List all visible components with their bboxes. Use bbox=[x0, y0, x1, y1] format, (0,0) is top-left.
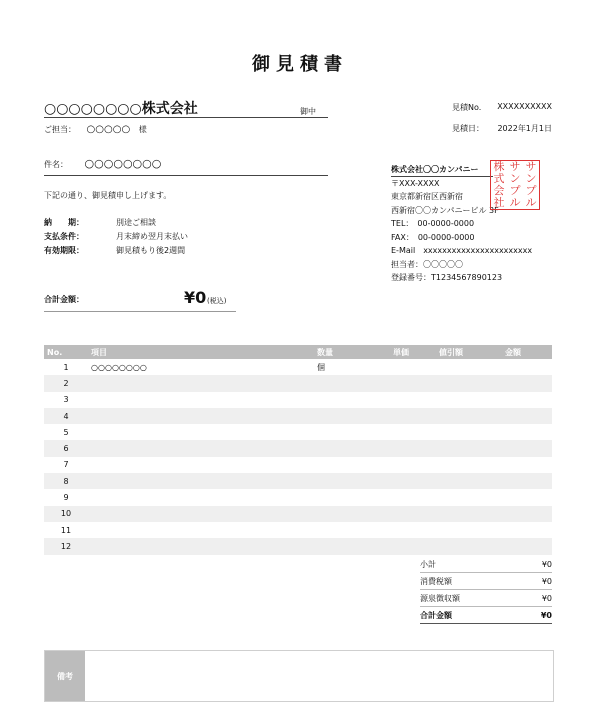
row-qty: 個 bbox=[317, 362, 325, 372]
quote-date-value: 2022年1月1日 bbox=[497, 124, 552, 133]
row-qty bbox=[314, 522, 390, 538]
row-unit-price bbox=[390, 359, 436, 375]
row-qty bbox=[314, 489, 390, 505]
table-row bbox=[44, 538, 552, 554]
row-unit-price bbox=[390, 408, 436, 424]
row-amount bbox=[502, 457, 552, 473]
items-table bbox=[44, 345, 552, 555]
table-row bbox=[44, 457, 552, 473]
row-amount bbox=[502, 408, 552, 424]
row-qty bbox=[314, 506, 390, 522]
contact-suffix: 様 bbox=[138, 125, 147, 134]
row-unit-price bbox=[390, 538, 436, 554]
honorific: 御中 bbox=[300, 107, 316, 116]
subject-line bbox=[44, 157, 161, 170]
total-value: ¥0 bbox=[184, 288, 207, 307]
table-row bbox=[44, 489, 552, 505]
contact-value: ○○○○○ bbox=[86, 124, 131, 135]
row-item: ○○○○○○○○ bbox=[91, 362, 147, 372]
issuer-underline bbox=[391, 176, 493, 177]
contact-line bbox=[44, 124, 147, 135]
issuer-address1: 東京都新宿区西新宿 bbox=[391, 192, 463, 201]
term-label: 支払条件： bbox=[44, 232, 84, 241]
term-label: 有効期限： bbox=[44, 246, 84, 255]
summary-row-total: 合計金額 ¥0 bbox=[420, 607, 552, 624]
term-value: 御見積もり後2週間 bbox=[116, 246, 186, 255]
row-item bbox=[88, 506, 314, 522]
row-discount bbox=[436, 375, 502, 391]
issuer-email: E-Mail xxxxxxxxxxxxxxxxxxxxxxx bbox=[391, 246, 533, 255]
contact-label: ご担当： bbox=[44, 125, 76, 134]
term-row bbox=[44, 216, 188, 230]
row-no: 1 bbox=[63, 362, 69, 372]
row-unit-price bbox=[390, 473, 436, 489]
issuer-tel: TEL： 00-0000-0000 bbox=[391, 219, 475, 228]
items-body bbox=[44, 359, 552, 555]
row-discount bbox=[436, 457, 502, 473]
row-discount bbox=[436, 522, 502, 538]
row-unit-price bbox=[390, 440, 436, 456]
summary-row-tax: 消費税額 ¥0 bbox=[420, 573, 552, 590]
col-no: No. bbox=[44, 345, 88, 359]
total-underline bbox=[44, 311, 236, 312]
row-discount bbox=[436, 392, 502, 408]
row-item bbox=[88, 489, 314, 505]
table-row bbox=[44, 506, 552, 522]
quote-no-value: XXXXXXXXXX bbox=[497, 102, 552, 111]
col-discount: 値引額 bbox=[436, 345, 502, 359]
row-no: 11 bbox=[60, 525, 72, 535]
row-unit-price bbox=[390, 506, 436, 522]
summary-row-subtotal: 小計 ¥0 bbox=[420, 556, 552, 573]
row-amount bbox=[502, 392, 552, 408]
row-no: 4 bbox=[44, 408, 88, 424]
row-item bbox=[88, 522, 314, 538]
row-no: 5 bbox=[63, 427, 69, 437]
company-seal-stamp: 株 サ サ 式 ン ン 会 プ プ 社 ル ル bbox=[490, 160, 540, 210]
row-unit-price bbox=[390, 489, 436, 505]
row-item bbox=[88, 408, 314, 424]
row-qty bbox=[314, 408, 390, 424]
term-value: 別途ご相談 bbox=[116, 218, 156, 227]
row-item bbox=[88, 473, 314, 489]
row-amount bbox=[502, 522, 552, 538]
row-discount bbox=[436, 506, 502, 522]
row-no: 7 bbox=[63, 460, 69, 470]
document-title: 御見積書 bbox=[252, 54, 348, 75]
row-no: 3 bbox=[63, 395, 69, 405]
row-unit-price bbox=[390, 375, 436, 391]
row-amount bbox=[502, 424, 552, 440]
quote-date-label: 見積日： bbox=[452, 124, 484, 133]
row-no: 12 bbox=[44, 538, 88, 554]
issuer-postal: 〒XXX-XXXX bbox=[391, 178, 440, 188]
terms-block bbox=[44, 216, 188, 258]
row-qty bbox=[314, 538, 390, 554]
intro-text: 下記の通り、御見積申し上げます。 bbox=[44, 191, 172, 200]
row-amount bbox=[502, 440, 552, 456]
row-unit-price bbox=[390, 424, 436, 440]
issuer-fax: FAX： 00-0000-0000 bbox=[391, 232, 475, 242]
row-discount bbox=[436, 538, 502, 554]
row-discount bbox=[436, 408, 502, 424]
table-row bbox=[44, 392, 552, 408]
row-discount bbox=[436, 489, 502, 505]
quote-no bbox=[452, 102, 552, 113]
row-unit-price bbox=[390, 457, 436, 473]
quote-no-label: 見積No. bbox=[452, 103, 482, 112]
col-amount: 金額 bbox=[502, 345, 552, 359]
subject-underline bbox=[44, 175, 328, 176]
row-qty bbox=[314, 440, 390, 456]
row-discount bbox=[436, 473, 502, 489]
remarks-label: 備考 bbox=[45, 651, 85, 701]
row-item bbox=[88, 538, 314, 554]
row-amount bbox=[502, 506, 552, 522]
issuer-registration: 登録番号：T1234567890123 bbox=[391, 273, 503, 282]
summary-row-withholding: 源泉徴収額 ¥0 bbox=[420, 590, 552, 607]
col-unit-price: 単価 bbox=[390, 345, 436, 359]
table-row bbox=[44, 473, 552, 489]
row-discount bbox=[436, 424, 502, 440]
table-row bbox=[44, 375, 552, 391]
table-row bbox=[44, 408, 552, 424]
row-item bbox=[88, 375, 314, 391]
issuer-name: 株式会社〇〇カンパニー bbox=[391, 165, 479, 174]
row-item bbox=[88, 440, 314, 456]
row-item bbox=[88, 457, 314, 473]
term-row bbox=[44, 244, 188, 258]
term-label: 納 期： bbox=[44, 218, 84, 227]
row-no: 9 bbox=[63, 493, 69, 503]
row-qty bbox=[314, 424, 390, 440]
quote-date bbox=[452, 123, 552, 134]
col-item: 項目 bbox=[88, 345, 314, 359]
term-row bbox=[44, 230, 188, 244]
summary-block bbox=[420, 556, 552, 624]
remarks-box bbox=[44, 650, 554, 702]
row-discount bbox=[436, 359, 502, 375]
row-item bbox=[88, 392, 314, 408]
client-underline bbox=[44, 117, 328, 118]
row-no: 10 bbox=[44, 506, 88, 522]
remarks-content[interactable] bbox=[85, 651, 553, 701]
row-no: 2 bbox=[44, 375, 88, 391]
row-discount bbox=[436, 440, 502, 456]
row-amount bbox=[502, 375, 552, 391]
subject-label: 件名： bbox=[44, 160, 68, 169]
tax-note: (税込) bbox=[207, 297, 227, 305]
term-value: 月末締め翌月末払い bbox=[116, 232, 188, 241]
issuer-person: 担当者：〇〇〇〇〇 bbox=[391, 259, 463, 269]
row-amount bbox=[502, 359, 552, 375]
row-qty bbox=[314, 375, 390, 391]
row-qty bbox=[314, 392, 390, 408]
row-no: 6 bbox=[44, 440, 88, 456]
subject-value: ○○○○○○○○ bbox=[84, 157, 162, 170]
table-header-row bbox=[44, 345, 552, 359]
row-unit-price bbox=[390, 392, 436, 408]
table-row bbox=[44, 440, 552, 456]
row-qty bbox=[314, 457, 390, 473]
row-qty bbox=[314, 473, 390, 489]
issuer-address2: 西新宿〇〇カンパニービル 3F bbox=[391, 205, 499, 215]
total-label: 合計金額： bbox=[44, 295, 84, 304]
client-name: ○○○○○○○○株式会社 bbox=[44, 101, 198, 117]
row-item bbox=[88, 424, 314, 440]
col-qty: 数量 bbox=[314, 345, 390, 359]
row-amount bbox=[502, 538, 552, 554]
table-row bbox=[44, 522, 552, 538]
row-unit-price bbox=[390, 522, 436, 538]
table-row bbox=[44, 424, 552, 440]
row-amount bbox=[502, 473, 552, 489]
table-row bbox=[44, 359, 552, 375]
row-no: 8 bbox=[44, 473, 88, 489]
row-amount bbox=[502, 489, 552, 505]
